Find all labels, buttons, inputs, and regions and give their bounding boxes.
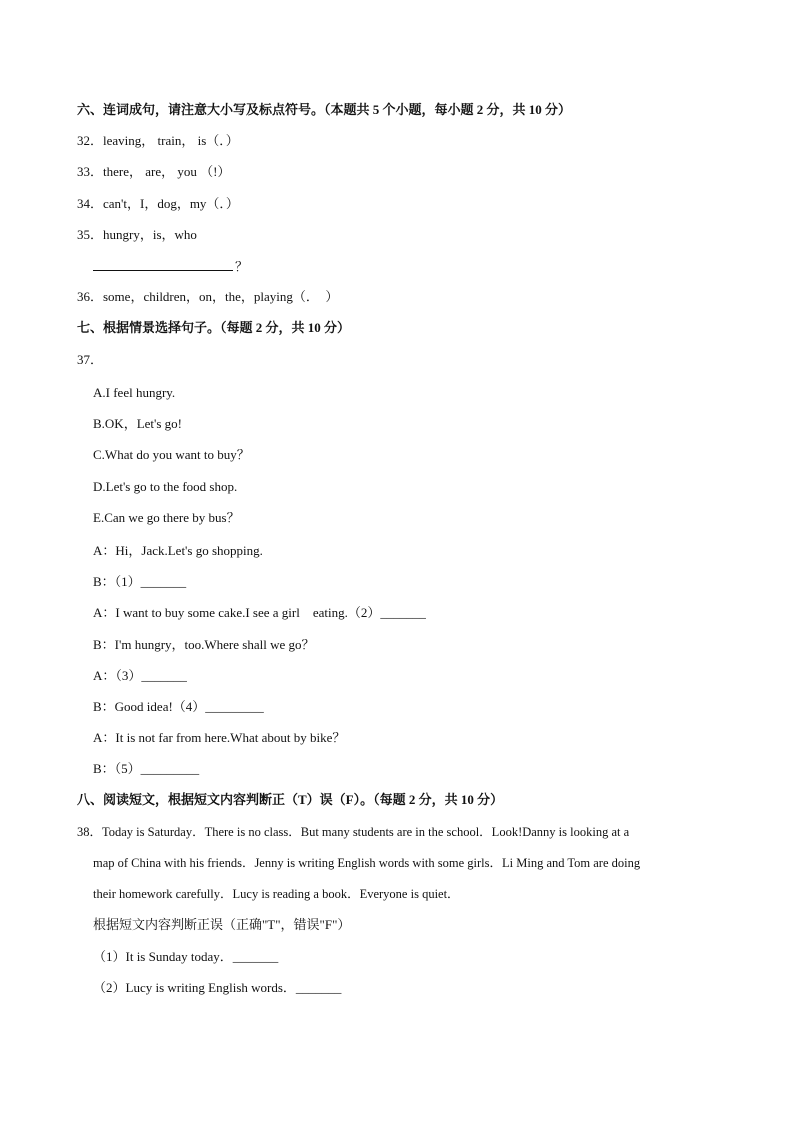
dialogue-line: A：（3）_______ xyxy=(93,668,187,683)
passage-line: 38．Today is Saturday．There is no class．But many students are in the school．Look!Danny is looking at a xyxy=(77,825,630,839)
question-32: 32．leaving， train， is（．） xyxy=(77,133,239,148)
section-8-heading: 八、阅读短文，根据短文内容判断正（T）误（F）。（每题 2 分，共 10 分） xyxy=(77,792,504,807)
dialogue-line: B：（5）_________ xyxy=(93,761,200,776)
dialogue-line: A：Hi，Jack.Let's go shopping. xyxy=(93,543,263,558)
judgement-instruction: 根据短文内容判断正误（正确"T"，错误"F"） xyxy=(93,917,351,932)
option-b: B.OK，Let's go! xyxy=(93,416,183,431)
dialogue-line: B：Good idea!（4）_________ xyxy=(93,699,264,714)
option-a: A.I feel hungry. xyxy=(93,385,176,400)
question-36: 36．some，children，on，the，playing（． ） xyxy=(77,289,339,304)
question-34: 34．can't，I，dog，my（．） xyxy=(77,196,239,211)
passage-line: map of China with his friends．Jenny is writing English words with some girls．Li Ming and Tom are doing xyxy=(93,856,641,870)
answer-blank-35 xyxy=(93,258,248,275)
passage-line: their homework carefully．Lucy is reading a book．Everyone is quiet． xyxy=(93,887,460,901)
answer-line xyxy=(93,258,233,271)
judgement-item: （2）Lucy is writing English words．_______ xyxy=(93,980,342,995)
dialogue-line: A：It is not far from here.What about by bike？ xyxy=(93,730,346,745)
section-6-heading: 六、连词成句，请注意大小写及标点符号。（本题共 5 个小题，每小题 2 分，共 10 分） xyxy=(77,102,572,117)
dialogue-line: B：I'm hungry，too.Where shall we go？ xyxy=(93,637,315,652)
dialogue-line: B：（1）_______ xyxy=(93,574,187,589)
dialogue-line: A：I want to buy some cake.I see a girl eating.（2）_______ xyxy=(93,605,426,620)
option-d: D.Let's go to the food shop. xyxy=(93,479,238,494)
section-7-heading: 七、根据情景选择句子。（每题 2 分，共 10 分） xyxy=(77,320,351,335)
option-c: C.What do you want to buy？ xyxy=(93,447,250,462)
question-35: 35．hungry，is，who xyxy=(77,227,197,242)
option-e: E.Can we go there by bus？ xyxy=(93,510,240,525)
judgement-item: （1）It is Sunday today．_______ xyxy=(93,949,279,964)
question-37: 37． xyxy=(77,352,104,367)
question-33: 33．there， are， you （!） xyxy=(77,164,231,179)
question-mark: ？ xyxy=(235,259,249,274)
